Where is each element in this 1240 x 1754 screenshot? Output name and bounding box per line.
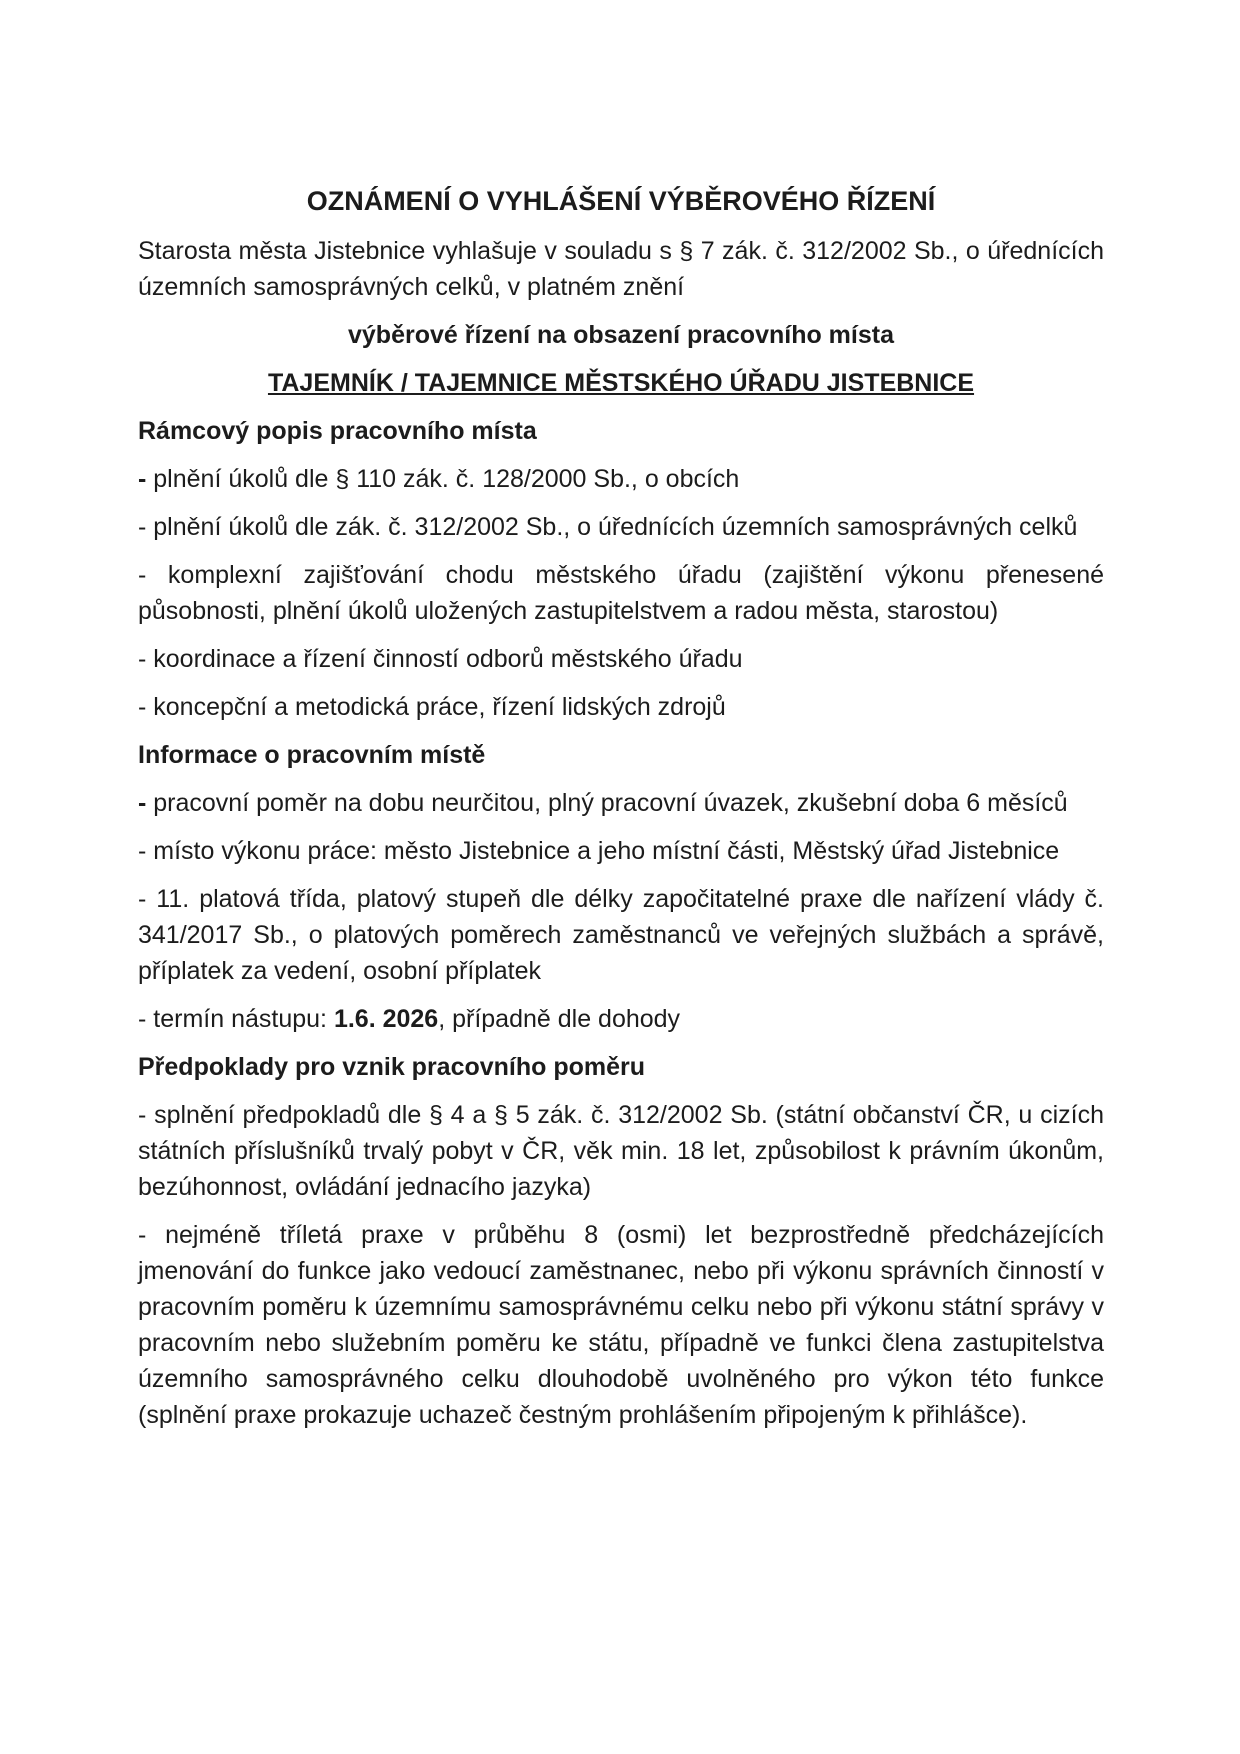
bullet-item xyxy=(138,557,1104,629)
bullet-item xyxy=(138,881,1104,989)
section-heading: Informace o pracovním místě xyxy=(138,741,486,769)
section-heading: Předpoklady pro vznik pracovního poměru xyxy=(138,1053,646,1081)
bullet-item xyxy=(138,833,1104,869)
bullet-item xyxy=(138,641,1104,677)
text-run: - xyxy=(138,789,147,817)
bullet-item xyxy=(138,509,1104,545)
text-run: - komplexní zajišťování chodu městského úřadu (zajištění výkonu přenesené působnosti, plnění úkolů uložených zastupitelstvem a radou města, starostou) xyxy=(138,561,1104,625)
text-run: - 11. platová třída, platový stupeň dle délky započitatelné praxe dle nařízení vlády č. 341/2017 Sb., o platových poměrech zaměstnanců ve veřejných službách a správě, příplatek za vedení, osobní příplatek xyxy=(138,885,1104,985)
text-run: - termín nástupu: xyxy=(138,1005,334,1033)
vacancy-subtitle: výběrové řízení na obsazení pracovního místa xyxy=(347,321,894,349)
intro-paragraph: Starosta města Jistebnice vyhlašuje v souladu s § 7 zák. č. 312/2002 Sb., o úřednících územních samosprávných celků, v platném znění xyxy=(138,237,1104,301)
bullet-item xyxy=(138,689,1104,725)
text-run: - splnění předpokladů dle § 4 a § 5 zák. č. 312/2002 Sb. (státní občanství ČR, u cizích státních příslušníků trvalý pobyt v ČR, věk min. 18 let, způsobilost k právním úkonům, bezúhonnost, ovládání jednacího jazyka) xyxy=(138,1101,1104,1201)
sections-container xyxy=(138,413,1104,1433)
text-run: - koordinace a řízení činností odborů městského úřadu xyxy=(138,645,743,673)
text-run: - místo výkonu práce: město Jistebnice a jeho místní části, Městský úřad Jistebnice xyxy=(138,837,1060,865)
bullet-item xyxy=(138,785,1104,821)
text-run: plnění úkolů dle § 110 zák. č. 128/2000 Sb., o obcích xyxy=(146,465,740,493)
text-run: 1.6. 2026 xyxy=(333,1005,439,1033)
text-run: - nejméně tříletá praxe v průběhu 8 (osmi) let bezprostředně předcházejících jmenování do funkce jako vedoucí zaměstnanec, nebo při výkonu správních činností v pracovním poměru k územnímu samosprávnému celku nebo při výkonu státní správy v pracovním nebo služebním poměru ke státu, případně ve funkci člena zastupitelstva územního samosprávného celku dlouhodobě uvolněného pro výkon této funkce (splnění praxe prokazuje uchazeč čestným prohlášením připojeným k přihlášce). xyxy=(138,1221,1104,1429)
text-run: - plnění úkolů dle zák. č. 312/2002 Sb., o úřednících územních samosprávných celků xyxy=(138,513,1078,541)
text-run: - xyxy=(138,465,147,493)
bullet-item xyxy=(138,1001,1104,1037)
document-title: OZNÁMENÍ O VYHLÁŠENÍ VÝBĚROVÉHO ŘÍZENÍ xyxy=(306,186,936,216)
section-heading: Rámcový popis pracovního místa xyxy=(138,417,537,445)
position-title: TAJEMNÍK / TAJEMNICE MĚSTSKÉHO ÚŘADU JISTEBNICE xyxy=(267,369,975,397)
text-run: pracovní poměr na dobu neurčitou, plný pracovní úvazek, zkušební doba 6 měsíců xyxy=(146,789,1068,817)
bullet-item xyxy=(138,1217,1104,1433)
bullet-item xyxy=(138,461,1104,497)
text-run: , případně dle dohody xyxy=(438,1005,681,1033)
text-run: - koncepční a metodická práce, řízení lidských zdrojů xyxy=(138,693,726,721)
bullet-item xyxy=(138,1097,1104,1205)
